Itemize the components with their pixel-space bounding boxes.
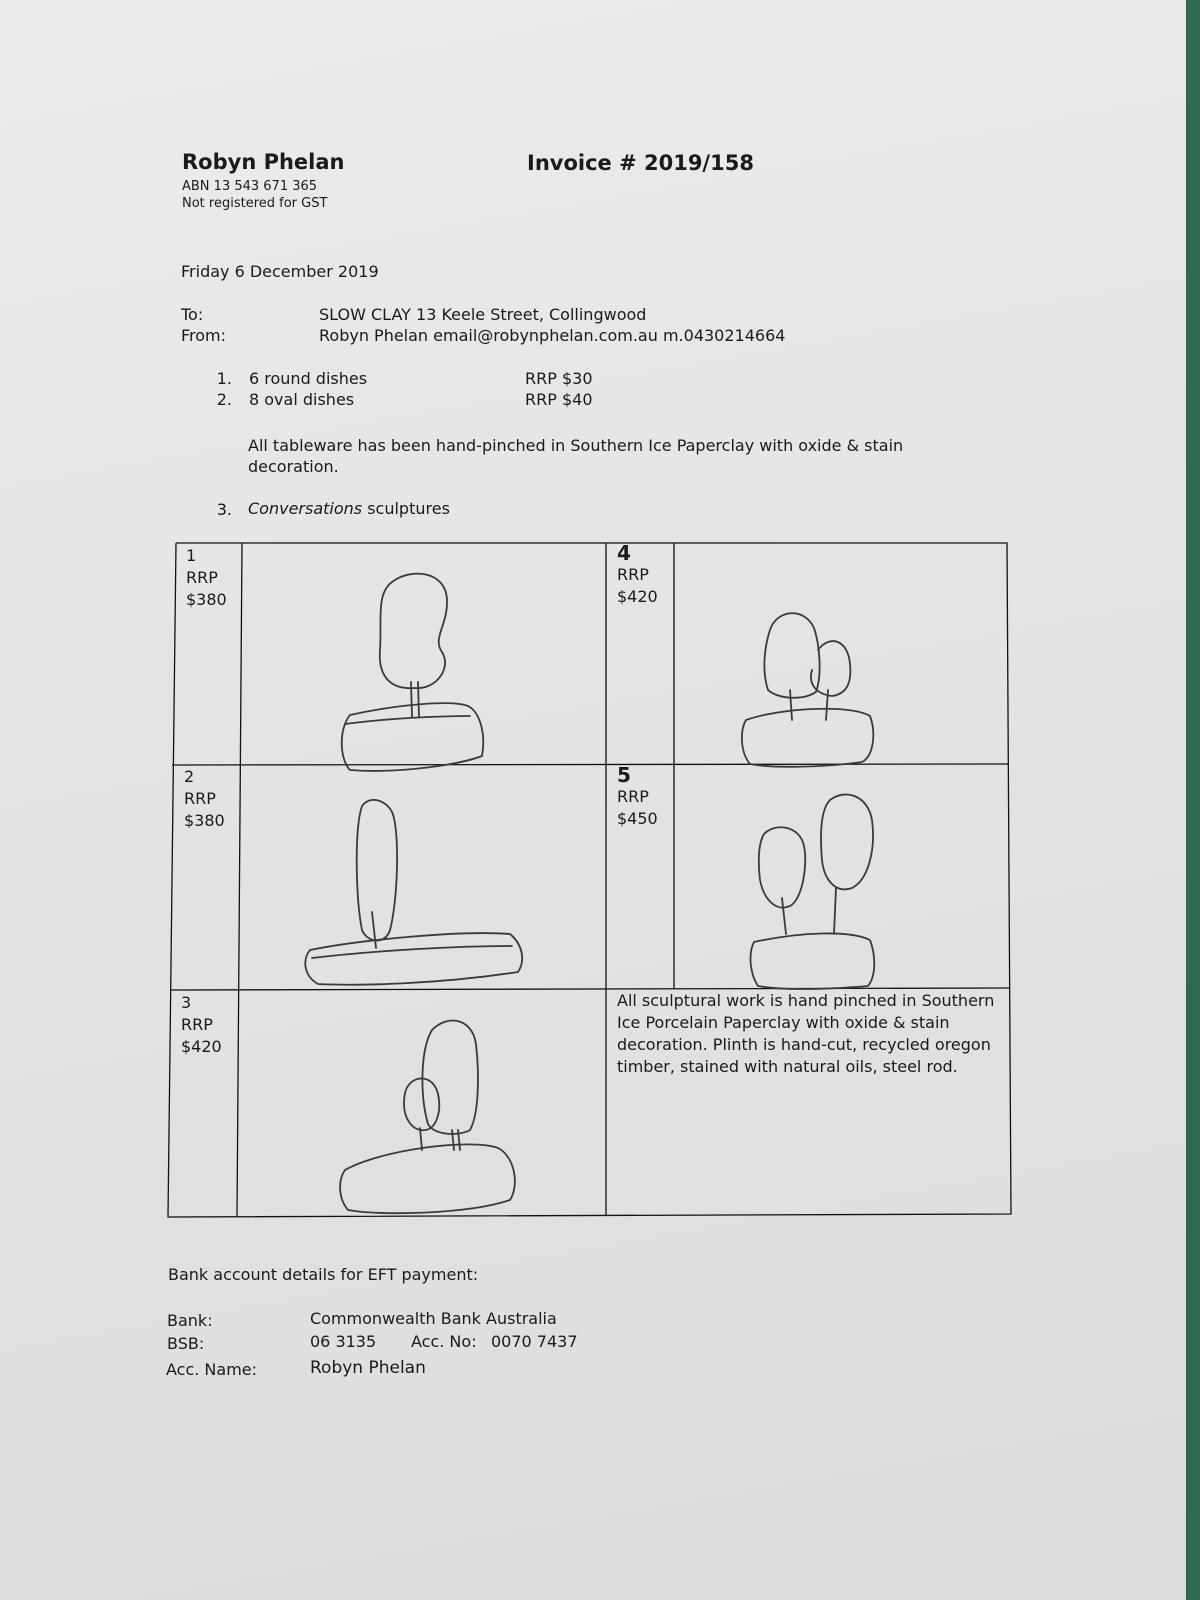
- sculpture-id: 5: [617, 763, 631, 787]
- sculpture-cell-4: [617, 542, 658, 608]
- row-divider: [172, 764, 1008, 765]
- item-number: 1.: [216, 369, 232, 388]
- gst-status: Not registered for GST: [182, 196, 328, 211]
- sculptures-title: Conversations: [248, 499, 363, 518]
- invoice-number: Invoice # 2019/158: [527, 151, 754, 175]
- to-value: SLOW CLAY 13 Keele Street, Collingwood: [319, 305, 647, 324]
- abn-number: ABN 13 543 671 365: [182, 179, 318, 194]
- sculpture-id: 1: [186, 546, 197, 565]
- sculpture-price: $380: [184, 811, 225, 830]
- item-number: 2.: [216, 390, 232, 409]
- sculpture-price: $450: [617, 809, 658, 828]
- table-grid-lines: [168, 543, 1011, 1217]
- rrp-label: RRP: [617, 787, 649, 806]
- sculpture-sketch-4: [742, 613, 873, 767]
- account-name-label: Acc. Name:: [166, 1360, 258, 1379]
- rrp-label: RRP: [184, 789, 216, 808]
- sculpture-id: 3: [181, 993, 192, 1012]
- bsb-value: 06 3135: [310, 1332, 377, 1351]
- item-price: RRP $40: [525, 390, 593, 409]
- bank-value: Commonwealth Bank Australia: [310, 1309, 557, 1328]
- sculpture-cell-2: [184, 766, 225, 832]
- sculpture-cell-5: [617, 764, 658, 830]
- table-border: [168, 543, 1011, 1217]
- from-label: From:: [181, 326, 227, 345]
- sculpture-price: $420: [181, 1037, 222, 1056]
- sender-name: Robyn Phelan: [182, 150, 345, 174]
- rrp-label: RRP: [617, 565, 649, 584]
- bsb-label: BSB:: [167, 1334, 205, 1353]
- col-divider: [237, 543, 242, 1216]
- bank-label: Bank:: [167, 1311, 213, 1330]
- sculpture-price: $380: [186, 590, 227, 609]
- tableware-note: All tableware has been hand-pinched in Southern Ice Paperclay with oxide & stain decoration.: [248, 436, 904, 476]
- sculpture-sketch-5: [751, 794, 875, 989]
- account-name-value: Robyn Phelan: [310, 1358, 426, 1378]
- account-number-label: Acc. No:: [411, 1332, 477, 1351]
- sculpture-sketch-1: [342, 574, 484, 771]
- account-number-value: 0070 7437: [491, 1332, 578, 1351]
- rrp-label: RRP: [186, 568, 218, 587]
- to-label: To:: [181, 305, 204, 324]
- sculpture-price: $420: [617, 587, 658, 606]
- sculpture-sketch-3: [340, 1021, 515, 1214]
- bank-heading: Bank account details for EFT payment:: [168, 1265, 479, 1284]
- invoice-date: Friday 6 December 2019: [181, 262, 379, 281]
- sculpture-cell-3: [181, 992, 222, 1058]
- item-price: RRP $30: [525, 369, 593, 388]
- sculpture-id: 2: [184, 767, 195, 786]
- rrp-label: RRP: [181, 1015, 213, 1034]
- from-value: Robyn Phelan email@robynphelan.com.au m.0430214664: [319, 326, 786, 345]
- sculpture-sketch-2: [305, 800, 522, 985]
- sculpture-note: All sculptural work is hand pinched in Southern Ice Porcelain Paperclay with oxide & stain decoration. Plinth is hand-cut, recycled oregon timber, stained with natural oils, steel rod.: [617, 991, 995, 1076]
- item-description: 8 oval dishes: [249, 390, 355, 409]
- item-number: 3.: [216, 500, 232, 519]
- item-description: 6 round dishes: [249, 369, 368, 388]
- sculpture-id: 4: [617, 541, 631, 565]
- sculpture-cell-1: [186, 545, 227, 611]
- sculptures-suffix: sculptures: [362, 499, 450, 518]
